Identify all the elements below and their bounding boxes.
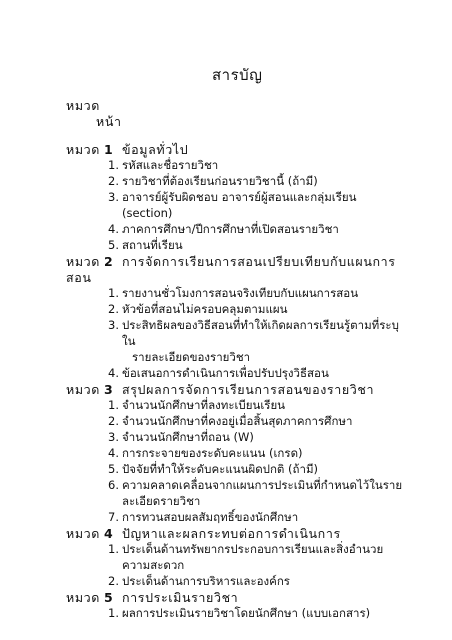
item-number: 3.	[108, 430, 119, 444]
item-text: จำนวนนักศึกษาที่ลงทะเบียนเรียน	[122, 398, 286, 412]
item-text: ปัจจัยที่ทำให้ระดับคะแนนผิดปกติ (ถ้ามี)	[122, 462, 319, 476]
section-title-continued: สอน	[66, 270, 92, 285]
item-text: จำนวนนักศึกษาที่ถอน (W)	[122, 430, 254, 444]
item-number: 4.	[108, 222, 119, 236]
section-label: หมวด	[66, 590, 101, 605]
item-text: การทวนสอบผลสัมฤทธิ์ของนักศึกษา	[122, 510, 299, 524]
item-text-continued: รายละเอียดของรายวิชา	[132, 350, 251, 364]
item-number: 3.	[108, 318, 119, 332]
item-text: ประเด็นด้านทรัพยากรประกอบการเรียนและสิ่งอำนวย	[122, 542, 384, 556]
item-text: ประเด็นด้านการบริหารและองค์กร	[122, 574, 290, 588]
item-number: 2.	[108, 414, 119, 428]
item-text-continued: ใน	[122, 334, 136, 348]
item-text: สถานที่เรียน	[122, 238, 183, 252]
item-text: รหัสและชื่อรายวิชา	[122, 158, 219, 172]
item-text-continued: ความสะดวก	[122, 558, 185, 572]
item-number: 2.	[108, 574, 119, 588]
header-chapter: หมวด	[66, 98, 101, 113]
item-text: ประสิทธิผลของวิธีสอนที่ทำให้เกิดผลการเรียนรู้ตามที่ระบุ	[122, 318, 399, 332]
item-text: ความคลาดเคลื่อนจากแผนการประเมินที่กำหนดไว้ในราย	[122, 478, 403, 492]
section-label: หมวด	[66, 254, 101, 269]
item-number: 5.	[108, 238, 119, 252]
item-text: ผลการประเมินรายวิชาโดยนักศึกษา (แบบเอกสาร)	[122, 606, 371, 620]
header-page: หน้า	[96, 114, 122, 129]
section-label: หมวด	[66, 526, 101, 541]
item-text: รายงานชั่วโมงการสอนจริงเทียบกับแผนการสอน	[122, 286, 359, 300]
item-number: 1.	[108, 542, 119, 556]
item-number: 1.	[108, 606, 119, 620]
item-text: การกระจายของระดับคะแนน (เกรด)	[122, 446, 303, 460]
section-title: ข้อมูลทั่วไป	[122, 142, 189, 157]
section-title: ปัญหาและผลกระทบต่อการดำเนินการ	[122, 526, 341, 541]
item-number: 2.	[108, 302, 119, 316]
item-text-continued: (section)	[122, 206, 173, 220]
item-number: 7.	[108, 510, 119, 524]
page-title: สารบัญ	[212, 66, 263, 84]
item-number: 3.	[108, 190, 119, 204]
item-number: 4.	[108, 366, 119, 380]
item-number: 2.	[108, 174, 119, 188]
item-text: หัวข้อที่สอนไม่ครอบคลุมตามแผน	[122, 302, 288, 316]
item-text-continued: ละเอียดรายวิชา	[122, 494, 201, 508]
item-number: 4.	[108, 446, 119, 460]
item-text: ข้อเสนอการดำเนินการเพื่อปรับปรุงวิธีสอน	[122, 366, 329, 380]
section-number: 1	[104, 142, 113, 157]
item-number: 1.	[108, 398, 119, 412]
item-text: อาจารย์ผู้รับผิดชอบ อาจารย์ผู้สอนและกลุ่มเรียน	[122, 190, 357, 204]
section-title: การจัดการเรียนการสอนเปรียบเทียบกับแผนการ	[122, 254, 396, 269]
section-number: 2	[104, 254, 113, 269]
item-text: จำนวนนักศึกษาที่คงอยู่เมื่อสิ้นสุดภาคการศึกษา	[122, 414, 353, 428]
item-number: 6.	[108, 478, 119, 492]
section-number: 3	[104, 382, 113, 397]
section-label: หมวด	[66, 382, 101, 397]
item-text: ภาคการศึกษา/ปีการศึกษาที่เปิดสอนรายวิชา	[122, 222, 339, 236]
item-number: 1.	[108, 158, 119, 172]
item-number: 5.	[108, 462, 119, 476]
section-title: การประเมินรายวิชา	[122, 590, 239, 605]
section-number: 5	[104, 590, 113, 605]
item-number: 1.	[108, 286, 119, 300]
section-label: หมวด	[66, 142, 101, 157]
section-title: สรุปผลการจัดการเรียนการสอนของรายวิชา	[122, 382, 375, 397]
section-number: 4	[104, 526, 113, 541]
item-text: รายวิชาที่ต้องเรียนก่อนรายวิชานี้ (ถ้ามี)	[122, 174, 318, 188]
